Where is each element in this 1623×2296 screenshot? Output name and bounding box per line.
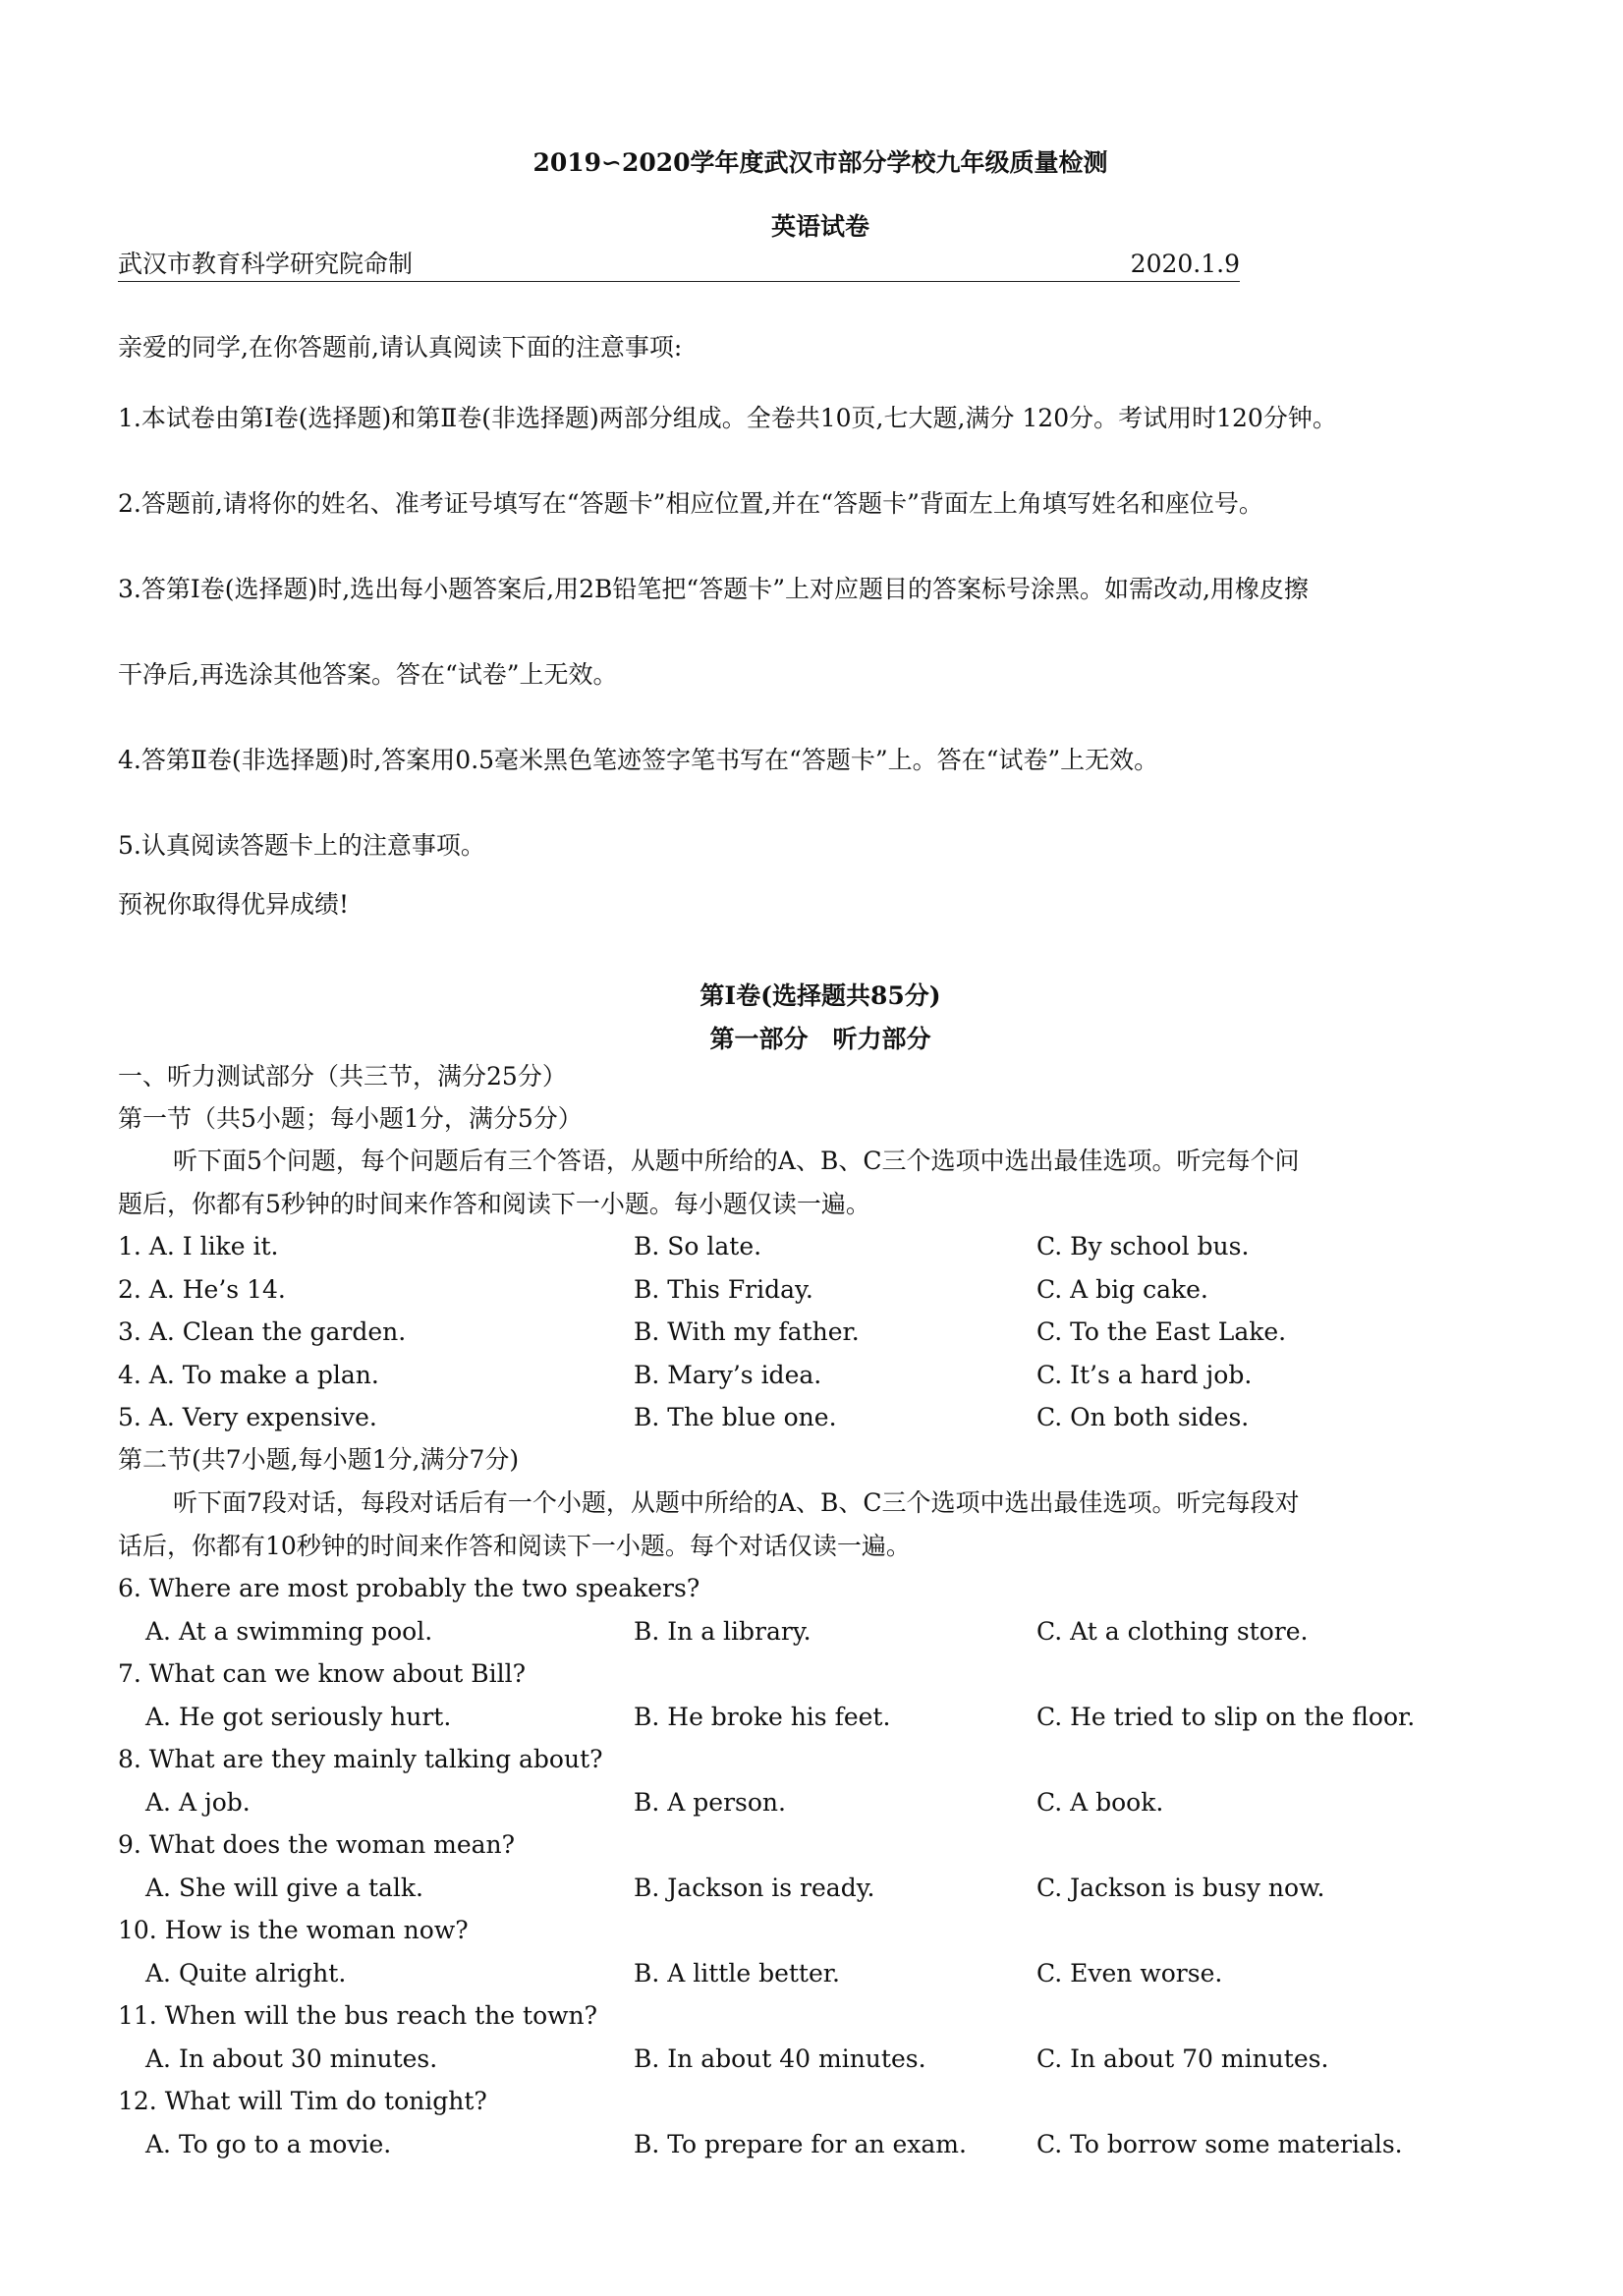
option-a: A. She will give a talk. <box>145 1874 424 1902</box>
option-b: B. So late. <box>634 1232 762 1260</box>
option-c: C. To the East Lake. <box>1036 1317 1287 1346</box>
sec1-instructions-2: 题后，你都有5秒钟的时间来作答和阅读下一小题。每小题仅读一遍。 <box>118 1190 870 1218</box>
option-b: B. The blue one. <box>634 1403 837 1431</box>
question-row <box>118 1873 1523 1908</box>
question-row <box>118 2129 1523 2164</box>
notice-item-2: 2.答题前,请将你的姓名、准考证号填写在“答题卡”相应位置,并在“答题卡”背面左上角填写姓名和座位号。 <box>118 489 1263 518</box>
option-b: B. A little better. <box>634 1959 840 1988</box>
option-a: 1. A. I like it. <box>118 1232 279 1260</box>
option-a: 2. A. He’s 14. <box>118 1275 286 1304</box>
option-b: B. In about 40 minutes. <box>634 2044 926 2073</box>
question-stem: 12. What will Tim do tonight? <box>118 2087 487 2115</box>
question-row <box>118 1616 1523 1652</box>
option-a: A. To go to a movie. <box>145 2130 392 2158</box>
question-row <box>118 1702 1523 1737</box>
option-a: A. Quite alright. <box>145 1959 347 1988</box>
question-row <box>118 1360 1523 1395</box>
part-title: 第一部分 听力部分 <box>709 1025 931 1053</box>
option-b: B. He broke his feet. <box>634 1703 891 1731</box>
notice-greeting: 亲爱的同学,在你答题前,请认真阅读下面的注意事项: <box>118 333 683 362</box>
option-a: A. He got seriously hurt. <box>145 1703 452 1731</box>
question-stem: 7. What can we know about Bill? <box>118 1659 527 1688</box>
exam-subject: 英语试卷 <box>770 212 869 241</box>
notice-item-5: 5.认真阅读答题卡上的注意事项。 <box>118 831 485 860</box>
option-c: C. On both sides. <box>1036 1403 1250 1431</box>
question-stem: 11. When will the bus reach the town? <box>118 2001 598 2030</box>
issuer: 武汉市教育科学研究院命制 <box>118 250 414 278</box>
option-b: B. Jackson is ready. <box>634 1874 875 1902</box>
option-b: B. To prepare for an exam. <box>634 2130 967 2158</box>
option-a: A. At a swimming pool. <box>145 1617 433 1646</box>
sec1-instructions-1: 听下面5个问题，每个问题后有三个答语，从题中所给的A、B、C三个选项中选出最佳选项。听完每个问 <box>173 1147 1300 1175</box>
sec2-instructions-2: 话后，你都有10秒钟的时间来作答和阅读下一小题。每个对话仅读一遍。 <box>118 1532 911 1560</box>
option-c: C. He tried to slip on the floor. <box>1036 1703 1416 1731</box>
notice-item-3-cont: 干净后,再选涂其他答案。答在“试卷”上无效。 <box>118 660 618 689</box>
question-stem: 6. Where are most probably the two speakers? <box>118 1574 700 1602</box>
issuer-row <box>118 248 1240 282</box>
section-title: 一、听力测试部分（共三节，满分25分） <box>118 1062 567 1091</box>
option-c: C. In about 70 minutes. <box>1036 2044 1329 2073</box>
option-a: A. A job. <box>145 1788 251 1817</box>
question-row <box>118 1402 1523 1437</box>
notice-item-3: 3.答第Ⅰ卷(选择题)时,选出每小题答案后,用2B铅笔把“答题卡”上对应题目的答案标号涂黑。如需改动,用橡皮擦 <box>118 575 1309 603</box>
option-a: A. In about 30 minutes. <box>145 2044 438 2073</box>
option-c: C. It’s a hard job. <box>1036 1361 1253 1389</box>
option-c: C. A big cake. <box>1036 1275 1208 1304</box>
exam-title: 2019∽2020学年度武汉市部分学校九年级质量检测 <box>532 148 1108 177</box>
question-stem: 9. What does the woman mean? <box>118 1830 516 1859</box>
question-row <box>118 1274 1523 1310</box>
sec2-instructions-1: 听下面7段对话，每段对话后有一个小题，从题中所给的A、B、C三个选项中选出最佳选项。听完每段对 <box>173 1488 1300 1517</box>
option-c: C. A book. <box>1036 1788 1164 1817</box>
option-b: B. Mary’s idea. <box>634 1361 822 1389</box>
notice-closing: 预祝你取得优异成绩! <box>118 890 350 919</box>
exam-date: 2020.1.9 <box>1130 250 1240 278</box>
option-c: C. Jackson is busy now. <box>1036 1874 1325 1902</box>
option-c: C. By school bus. <box>1036 1232 1250 1260</box>
option-a: 5. A. Very expensive. <box>118 1403 377 1431</box>
question-row <box>118 1231 1523 1266</box>
notice-item-4: 4.答第Ⅱ卷(非选择题)时,答案用0.5毫米黑色笔迹签字笔书写在“答题卡”上。答在“试卷”上无效。 <box>118 746 1159 774</box>
question-row <box>118 1787 1523 1822</box>
option-c: C. Even worse. <box>1036 1959 1223 1988</box>
question-row <box>118 2044 1523 2079</box>
question-stem: 10. How is the woman now? <box>118 1916 469 1944</box>
option-a: 4. A. To make a plan. <box>118 1361 379 1389</box>
option-c: C. To borrow some materials. <box>1036 2130 1403 2158</box>
option-b: B. A person. <box>634 1788 786 1817</box>
question-row <box>118 1958 1523 1993</box>
volume-title: 第Ⅰ卷(选择题共85分) <box>700 981 941 1010</box>
option-a: 3. A. Clean the garden. <box>118 1317 407 1346</box>
option-c: C. At a clothing store. <box>1036 1617 1309 1646</box>
option-b: B. With my father. <box>634 1317 860 1346</box>
sec1-heading: 第一节（共5小题；每小题1分，满分5分） <box>118 1104 583 1133</box>
question-stem: 8. What are they mainly talking about? <box>118 1745 603 1773</box>
option-b: B. This Friday. <box>634 1275 813 1304</box>
question-row <box>118 1316 1523 1352</box>
option-b: B. In a library. <box>634 1617 812 1646</box>
sec2-heading: 第二节(共7小题,每小题1分,满分7分) <box>118 1445 520 1474</box>
notice-item-1: 1.本试卷由第Ⅰ卷(选择题)和第Ⅱ卷(非选择题)两部分组成。全卷共10页,七大题,满分 120分。考试用时120分钟。 <box>118 404 1337 432</box>
